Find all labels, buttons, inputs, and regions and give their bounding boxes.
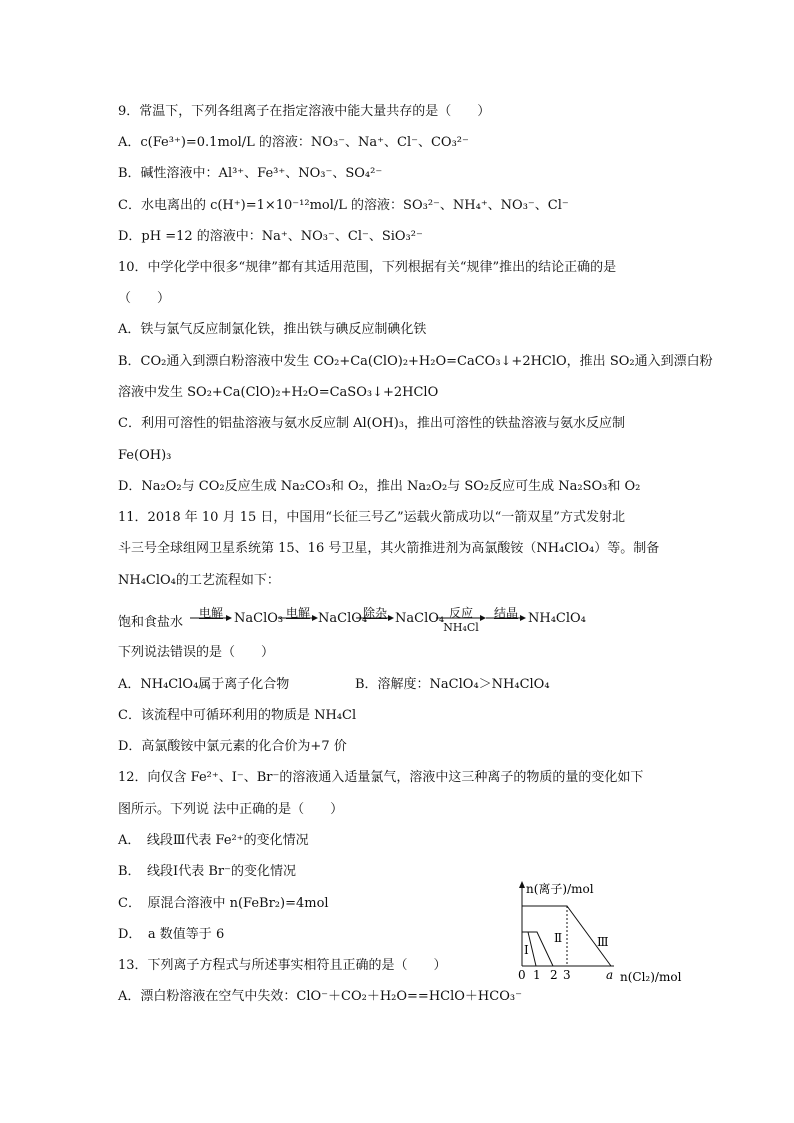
graph-tick-0: 0 bbox=[518, 968, 526, 982]
graph-y-arrow-icon bbox=[519, 881, 525, 888]
flow-arrow-react bbox=[436, 604, 486, 634]
q12-ion-graph bbox=[508, 880, 688, 990]
q10-option-b-line1: B．CO₂通入到漂白粉溶液中发生 CO₂+Ca(ClO)₂+H₂O=CaCO₃↓+2HClO，推出 SO₂通入到漂白粉 bbox=[118, 354, 713, 369]
q11-option-a: A．NH₄ClO₄属于离子化合物 bbox=[118, 677, 290, 692]
q11-ask: 下列说法错误的是（ ） bbox=[118, 645, 275, 660]
q13-option-a: A．漂白粉溶液在空气中失效：ClO⁻＋CO₂＋H₂O==HClO＋HCO₃⁻ bbox=[118, 989, 522, 1004]
flow-node-brine: 饱和食盐水 bbox=[118, 615, 184, 630]
q11-stem-line3: NH₄ClO₄的工艺流程如下： bbox=[118, 573, 280, 588]
arrow-icon bbox=[486, 614, 526, 622]
graph-seg3-label: Ⅲ bbox=[597, 935, 609, 949]
graph-tick-a: a bbox=[606, 968, 614, 982]
q9-option-b: B．碱性溶液中：Al³⁺、Fe³⁺、NO₃⁻、SO₄²⁻ bbox=[118, 166, 383, 181]
flow-arrow-label: 电解 bbox=[285, 606, 310, 620]
q11-option-b: B．溶解度：NaClO₄＞NH₄ClO₄ bbox=[355, 677, 550, 692]
arrow-icon bbox=[190, 614, 232, 622]
q13-stem: 13．下列离子方程式与所述事实相符且正确的是（ ） bbox=[118, 958, 447, 973]
arrow-icon bbox=[356, 614, 394, 622]
q10-stem-line1: 10．中学化学中很多“规律”都有其适用范围，下列根据有关“规律”推出的结论正确的是 bbox=[118, 260, 617, 275]
q11-option-d: D．高氯酸铵中氯元素的化合价为+7 价 bbox=[118, 739, 347, 754]
flow-arrow-label: 反应 bbox=[448, 606, 473, 620]
q10-option-b-line2: 溶液中发生 SO₂+Ca(ClO)₂+H₂O=CaSO₃↓+2HClO bbox=[118, 385, 439, 400]
graph-seg2-label: Ⅱ bbox=[554, 931, 563, 945]
q12-option-a: A． 线段Ⅲ代表 Fe²⁺的变化情况 bbox=[118, 833, 309, 848]
q10-stem-line2: （ ） bbox=[118, 291, 171, 306]
q10-option-a: A．铁与氯气反应制氯化铁，推出铁与碘反应制碘化铁 bbox=[118, 322, 427, 337]
q10-option-c-line2: Fe(OH)₃ bbox=[118, 448, 172, 463]
flow-arrow-purify bbox=[356, 604, 394, 634]
flow-node-naclo4-pure: NaClO₄ bbox=[395, 611, 445, 626]
flow-arrow-crystallize bbox=[486, 604, 526, 634]
graph-tick-3: 3 bbox=[563, 968, 571, 982]
flow-node-naclo3: NaClO₃ bbox=[234, 611, 284, 626]
graph-tick-1: 1 bbox=[533, 968, 541, 982]
q12-option-b: B． 线段Ⅰ代表 Br⁻的变化情况 bbox=[118, 864, 296, 879]
q10-option-d: D．Na₂O₂与 CO₂反应生成 Na₂CO₃和 O₂，推出 Na₂O₂与 SO₂反应可生成 Na₂SO₃和 O₂ bbox=[118, 479, 641, 494]
q11-process-flow bbox=[118, 604, 718, 634]
graph-y-label: n(离子)/mol bbox=[526, 882, 594, 896]
flow-arrow-electrolysis-1 bbox=[190, 604, 232, 634]
q11-stem-line1: 11．2018 年 10 月 15 日，中国用“长征三号乙”运载火箭成功以“一箭双星”方式发射北 bbox=[118, 510, 625, 525]
graph-seg1-label: Ⅰ bbox=[524, 943, 529, 957]
q12-option-d: D． a 数值等于 6 bbox=[118, 927, 225, 942]
flow-arrow-label: 电解 bbox=[198, 606, 223, 620]
q9-stem: 9．常温下，下列各组离子在指定溶液中能大量共存的是（ ） bbox=[118, 104, 491, 119]
q9-option-c: C．水电离出的 c(H⁺)=1×10⁻¹²mol/L 的溶液：SO₃²⁻、NH₄⁺、NO₃⁻、Cl⁻ bbox=[118, 198, 569, 213]
q11-stem-line2: 斗三号全球组网卫星系统第 15、16 号卫星，其火箭推进剂为高氯酸铵（NH₄ClO₄）等。制备 bbox=[118, 541, 660, 556]
arrow-icon bbox=[278, 614, 318, 622]
q9-option-a: A．c(Fe³⁺)=0.1mol/L 的溶液：NO₃⁻、Na⁺、Cl⁻、CO₃²⁻ bbox=[118, 135, 469, 150]
q12-stem-line2: 图所示。下列说 法中正确的是（ ） bbox=[118, 802, 344, 817]
q12-option-c: C． 原混合溶液中 n(FeBr₂)=4mol bbox=[118, 896, 329, 911]
flow-node-product: NH₄ClO₄ bbox=[528, 611, 586, 626]
flow-arrow-label: 结晶 bbox=[493, 606, 518, 620]
flow-node-naclo4: NaClO₄ bbox=[318, 611, 368, 626]
flow-arrow-electrolysis-2 bbox=[278, 604, 318, 634]
flow-arrow-label: 除杂 bbox=[362, 606, 387, 620]
graph-tick-2: 2 bbox=[550, 968, 558, 982]
q11-option-c: C．该流程中可循环利用的物质是 NH₄Cl bbox=[118, 708, 357, 723]
q9-option-d: D．pH =12 的溶液中：Na⁺、NO₃⁻、Cl⁻、SiO₃²⁻ bbox=[118, 229, 423, 244]
graph-x-label: n(Cl₂)/mol bbox=[620, 970, 682, 984]
q10-option-c-line1: C．利用可溶性的铝盐溶液与氨水反应制 Al(OH)₃，推出可溶性的铁盐溶液与氨水反应制 bbox=[118, 416, 625, 431]
q12-stem-line1: 12．向仅含 Fe²⁺、I⁻、Br⁻的溶液通入适量氯气，溶液中这三种离子的物质的量的变化如下 bbox=[118, 770, 644, 785]
flow-arrow-reagent: NH₄Cl bbox=[443, 621, 479, 634]
